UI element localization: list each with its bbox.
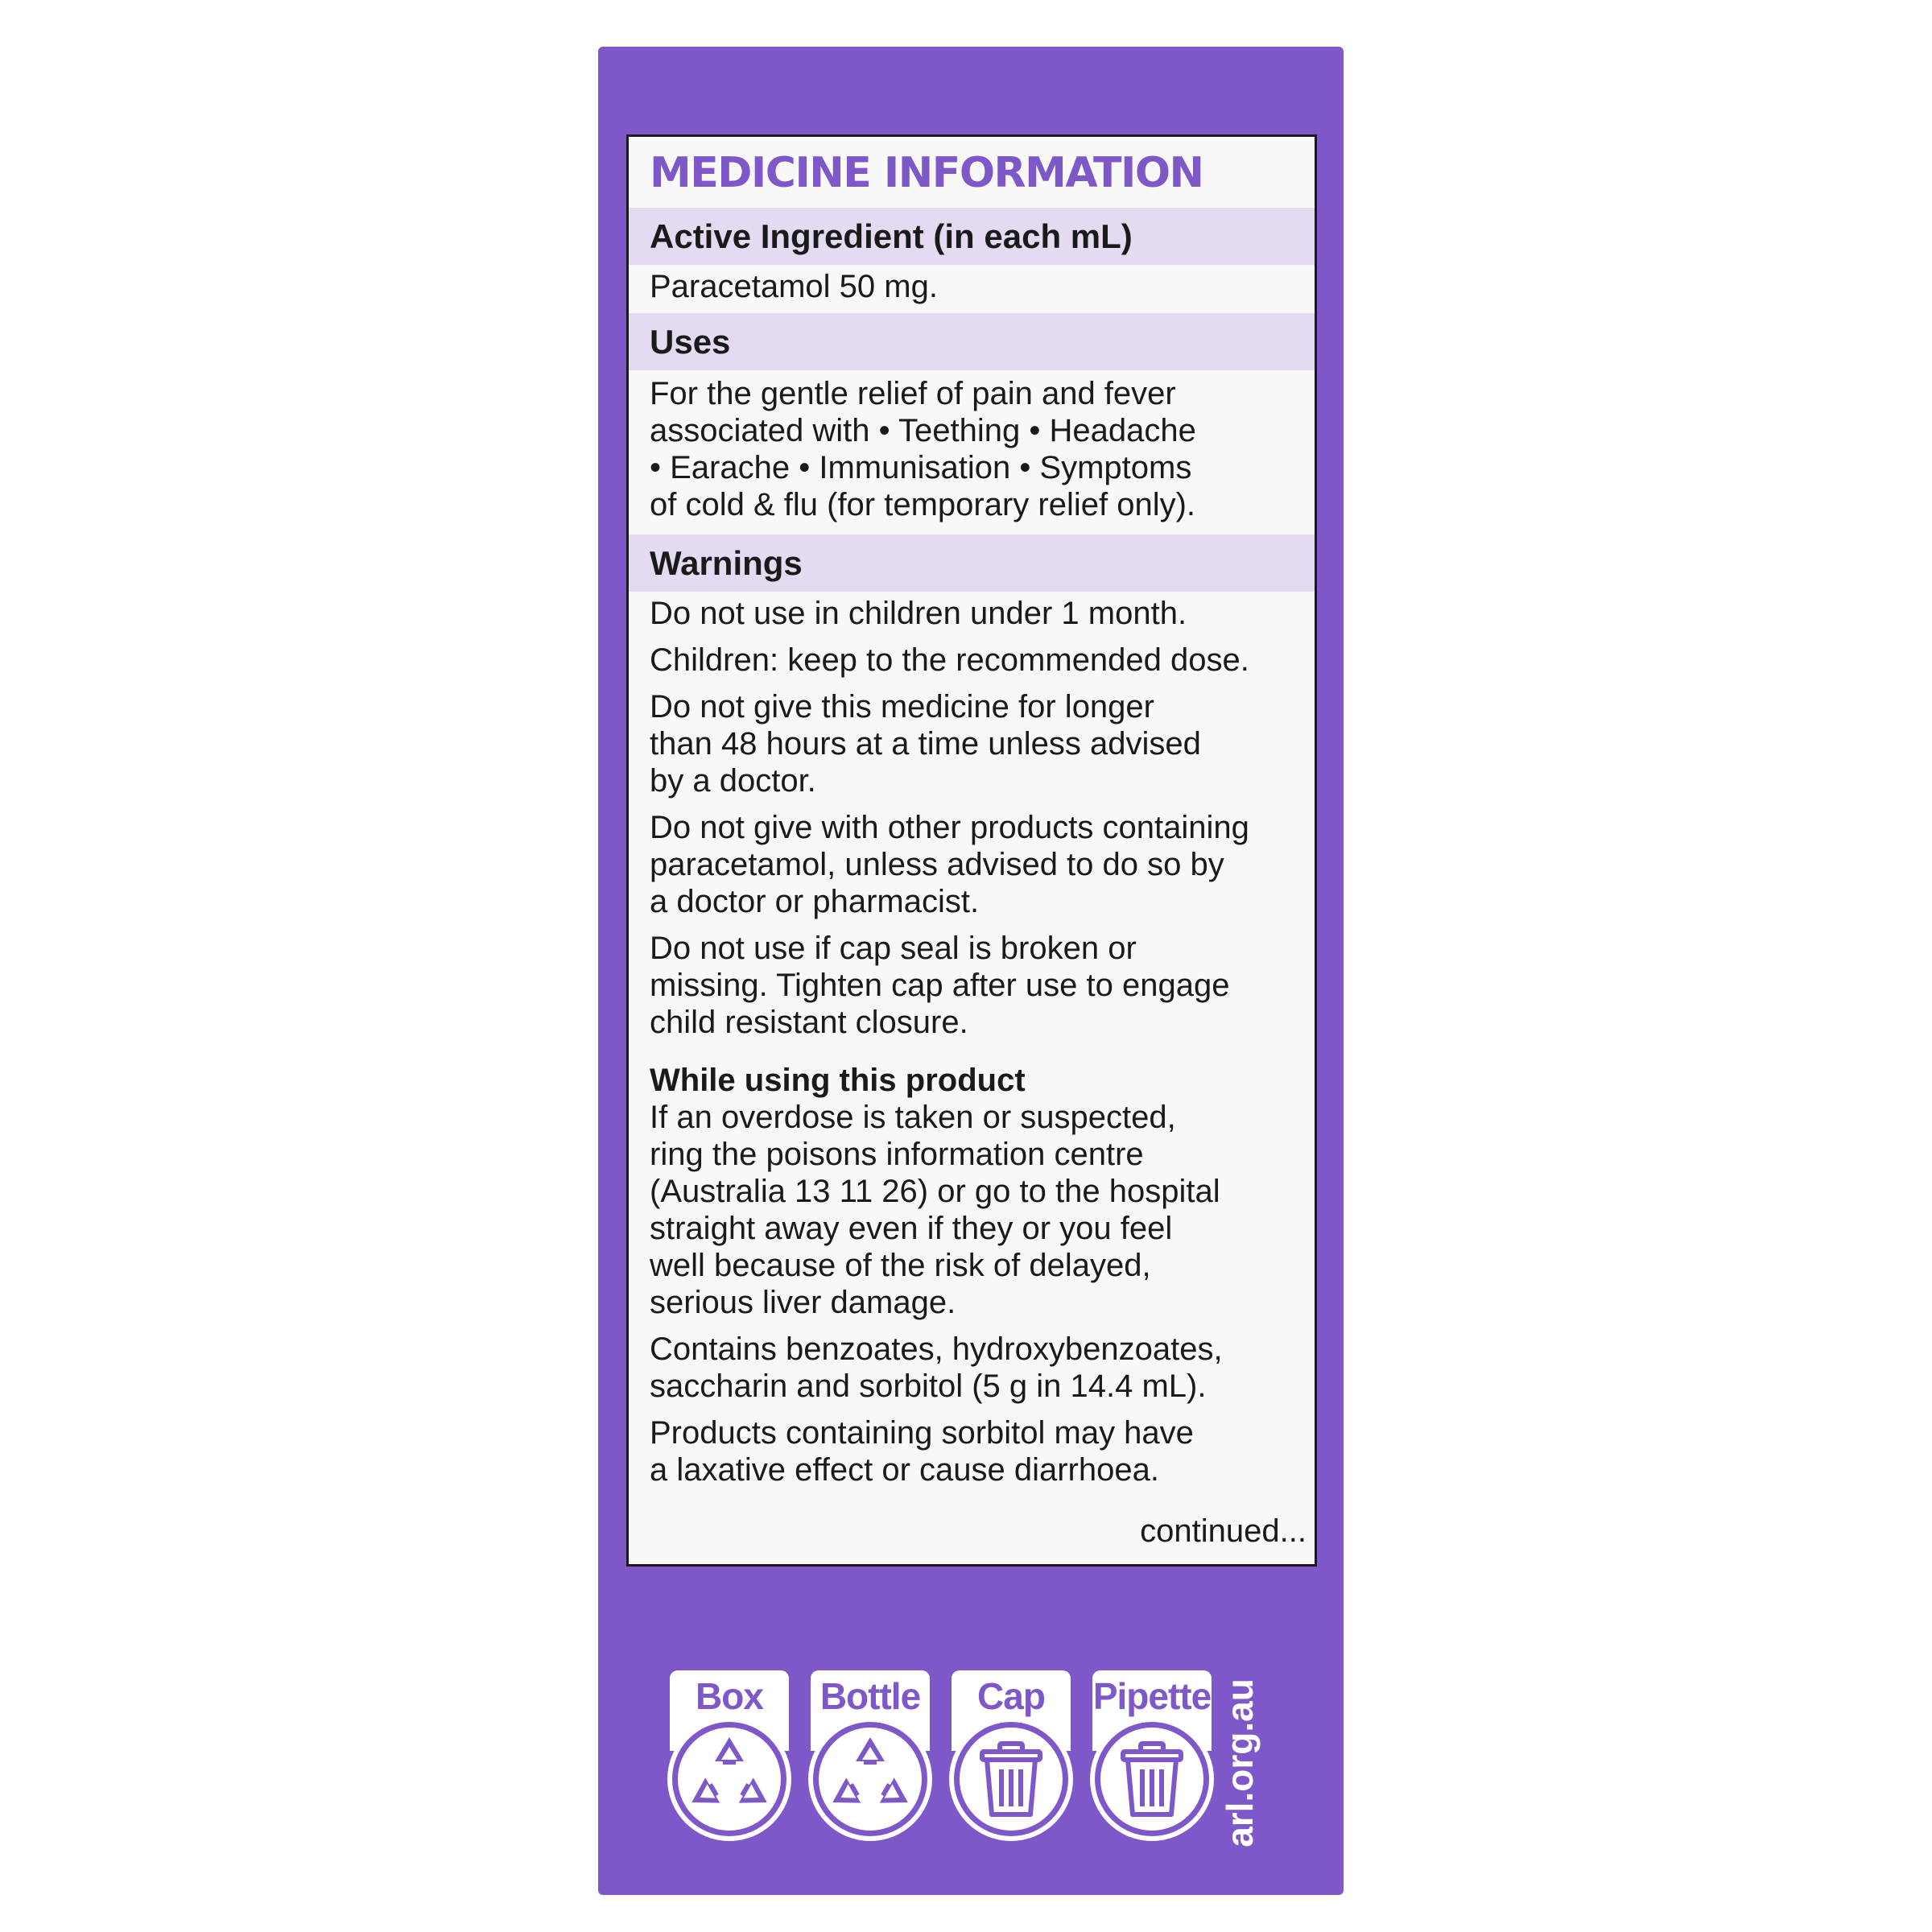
while-using-heading: While using this product: [650, 1063, 1026, 1098]
warning-line: child resistant closure.: [650, 1005, 968, 1040]
warning-line: by a doctor.: [650, 763, 816, 799]
while-using-line: a laxative effect or cause diarrhoea.: [650, 1452, 1159, 1488]
warning-paragraph: [650, 809, 1307, 920]
recycle-tile-pipette: [1088, 1670, 1216, 1843]
while-using-line: well because of the risk of delayed,: [650, 1248, 1151, 1283]
uses-heading: Uses: [629, 313, 1315, 370]
while-using-line: straight away even if they or you feel: [650, 1211, 1173, 1246]
uses-line: of cold & flu (for temporary relief only).: [650, 487, 1196, 522]
warning-paragraph: [650, 930, 1307, 1041]
active-ingredient-text: Paracetamol 50 mg.: [650, 269, 938, 304]
recycle-tile-label: Box: [696, 1675, 763, 1717]
warning-paragraph: [650, 688, 1307, 799]
uses-text: [629, 370, 1315, 535]
while-using-paragraph: [650, 1414, 1307, 1488]
warning-line: paracetamol, unless advised to do so by: [650, 847, 1224, 882]
warning-line: than 48 hours at a time unless advised: [650, 726, 1201, 762]
arl-website-text: arl.org.au: [1219, 1678, 1261, 1847]
warning-line: Children: keep to the recommended dose.: [650, 642, 1249, 678]
active-ingredient-heading: Active Ingredient (in each mL): [629, 208, 1315, 265]
while-using-line: If an overdose is taken or suspected,: [650, 1100, 1176, 1135]
warning-line: Do not give with other products containing: [650, 810, 1249, 845]
while-using-line: Products containing sorbitol may have: [650, 1415, 1194, 1451]
trash-bin-icon: [947, 1715, 1075, 1843]
while-using-line: Contains benzoates, hydroxybenzoates,: [650, 1331, 1223, 1367]
while-using-paragraph: [650, 1331, 1307, 1405]
while-using-line: ring the poisons information centre: [650, 1137, 1144, 1172]
warning-line: missing. Tighten cap after use to engage: [650, 968, 1230, 1003]
warning-line: Do not use in children under 1 month.: [650, 596, 1187, 631]
uses-line: • Earache • Immunisation • Symptoms: [650, 450, 1192, 485]
warning-line: Do not give this medicine for longer: [650, 689, 1154, 724]
recycle-tile-box: [665, 1670, 794, 1843]
warning-line: a doctor or pharmacist.: [650, 884, 980, 919]
warnings-text: [629, 592, 1315, 1041]
medicine-information-panel: [626, 134, 1317, 1567]
recycle-tile-label: Bottle: [819, 1675, 921, 1717]
trash-bin-icon: [1088, 1715, 1216, 1843]
recycling-label: [665, 1670, 1245, 1847]
recycle-tile-label: Pipette: [1092, 1675, 1212, 1717]
while-using-paragraph: [650, 1099, 1307, 1321]
recycle-tile-bottle: [806, 1670, 935, 1843]
while-using-line: saccharin and sorbitol (5 g in 14.4 mL).: [650, 1368, 1207, 1404]
recycle-icon: [806, 1715, 935, 1843]
arl-website: [1217, 1678, 1265, 1847]
warning-paragraph: [650, 642, 1307, 679]
while-using-text: [629, 1099, 1315, 1488]
while-using-line: serious liver damage.: [650, 1285, 956, 1320]
recycle-icon: [665, 1715, 794, 1843]
recycle-tile-cap: [947, 1670, 1075, 1843]
recycle-tile-label: Cap: [977, 1675, 1045, 1717]
while-using-line: (Australia 13 11 26) or go to the hospital: [650, 1174, 1220, 1209]
panel-title: MEDICINE INFORMATION: [650, 149, 1203, 197]
uses-line: For the gentle relief of pain and fever: [650, 376, 1176, 411]
uses-line: associated with • Teething • Headache: [650, 413, 1196, 448]
warning-paragraph: [650, 595, 1307, 632]
warning-line: Do not use if cap seal is broken or: [650, 931, 1137, 966]
continued-note: continued...: [1140, 1513, 1307, 1549]
warnings-heading: Warnings: [629, 535, 1315, 592]
